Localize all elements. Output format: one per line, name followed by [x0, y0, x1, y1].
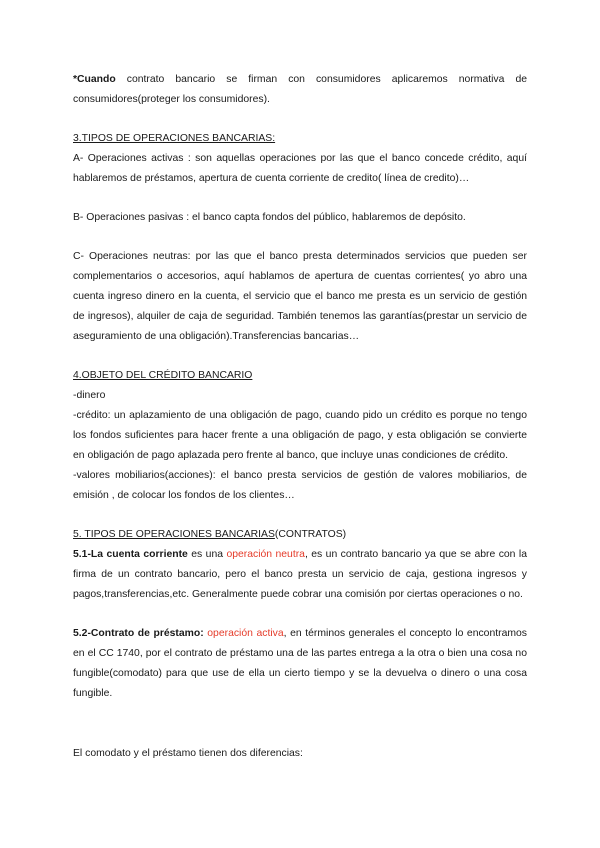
operaciones-neutras-paragraph: C- Operaciones neutras: por las que el banco presta determinados servicios que pueden ser complementarios o accesorios, aquí hablamos de apertura de cuentas corrientes( yo abro una cuenta ingreso dinero en la cuenta, el servicio que el banco me presta es un servicio de gestión de ingresos), alquiler de caja de seguridad. También tenemos las garantías(prestar un servicio de aseguramiento de una obligación).Transferencias bancarias…	[73, 251, 527, 342]
operacion-neutra-highlight: operación neutra	[226, 549, 305, 560]
operacion-activa-highlight: operación activa	[207, 628, 284, 639]
closing-paragraph: El comodato y el préstamo tienen dos diferencias:	[73, 748, 303, 759]
objeto-item-dinero: -dinero	[73, 390, 106, 401]
contrato-prestamo-paragraph: 5.2-Contrato de préstamo: operación activa, en términos generales el concepto lo encontramos en el CC 1740, por el contrato de préstamo una de las partes entrega a la otra o bien una cosa no fungible(comodato) para que use de ella un cierto tiempo y se la devuelva o dinero o una cosa fungible.	[73, 628, 527, 699]
section-4-heading: 4.OBJETO DEL CRÉDITO BANCARIO	[73, 370, 253, 381]
section-5-heading-main: 5. TIPOS DE OPERACIONES BANCARIAS	[73, 529, 275, 540]
intro-paragraph	[73, 70, 527, 110]
intro-lead: *Cuando	[73, 74, 116, 85]
section-3-heading: 3.TIPOS DE OPERACIONES BANCARIAS:	[73, 133, 276, 144]
objeto-item-valores: -valores mobiliarios(acciones): el banco presta servicios de gestión de valores mobiliarios, de emisión , de colocar los fondos de los clientes…	[73, 470, 527, 501]
objeto-item-credito: -crédito: un aplazamiento de una obligación de pago, cuando pido un crédito es porque no tengo los fondos suficientes para hacer frente a una obligación de pago, y esta obligación se convierte en obligación de pago aplazada pero frente al banco, que incluye unas condiciones de crédito.	[73, 410, 527, 461]
cuenta-corriente-lead: 5.1-La cuenta corriente	[73, 549, 188, 560]
section-5-heading	[73, 525, 527, 545]
operaciones-activas-paragraph: A- Operaciones activas : son aquellas operaciones por las que el banco concede crédito, aquí hablaremos de préstamos, apertura de cuenta corriente de credito( línea de credito)…	[73, 153, 527, 184]
intro-text: contrato bancario se firman con consumidores aplicaremos normativa de consumidores(proteger los consumidores).	[73, 74, 527, 105]
operaciones-pasivas-paragraph: B- Operaciones pasivas : el banco capta fondos del público, hablaremos de depósito.	[73, 212, 466, 223]
contrato-prestamo-lead: 5.2-Contrato de préstamo:	[73, 628, 204, 639]
cuenta-corriente-paragraph: 5.1-La cuenta corriente es una operación neutra, es un contrato bancario ya que se abre con la firma de un contrato bancario, pero el banco presta un servicio de caja, gestiona ingresos y pagos,transferencias,etc. Generalmente puede cobrar una comisión por ciertas operaciones o no.	[73, 549, 527, 600]
section-5-heading-suffix: (CONTRATOS)	[274, 529, 347, 540]
